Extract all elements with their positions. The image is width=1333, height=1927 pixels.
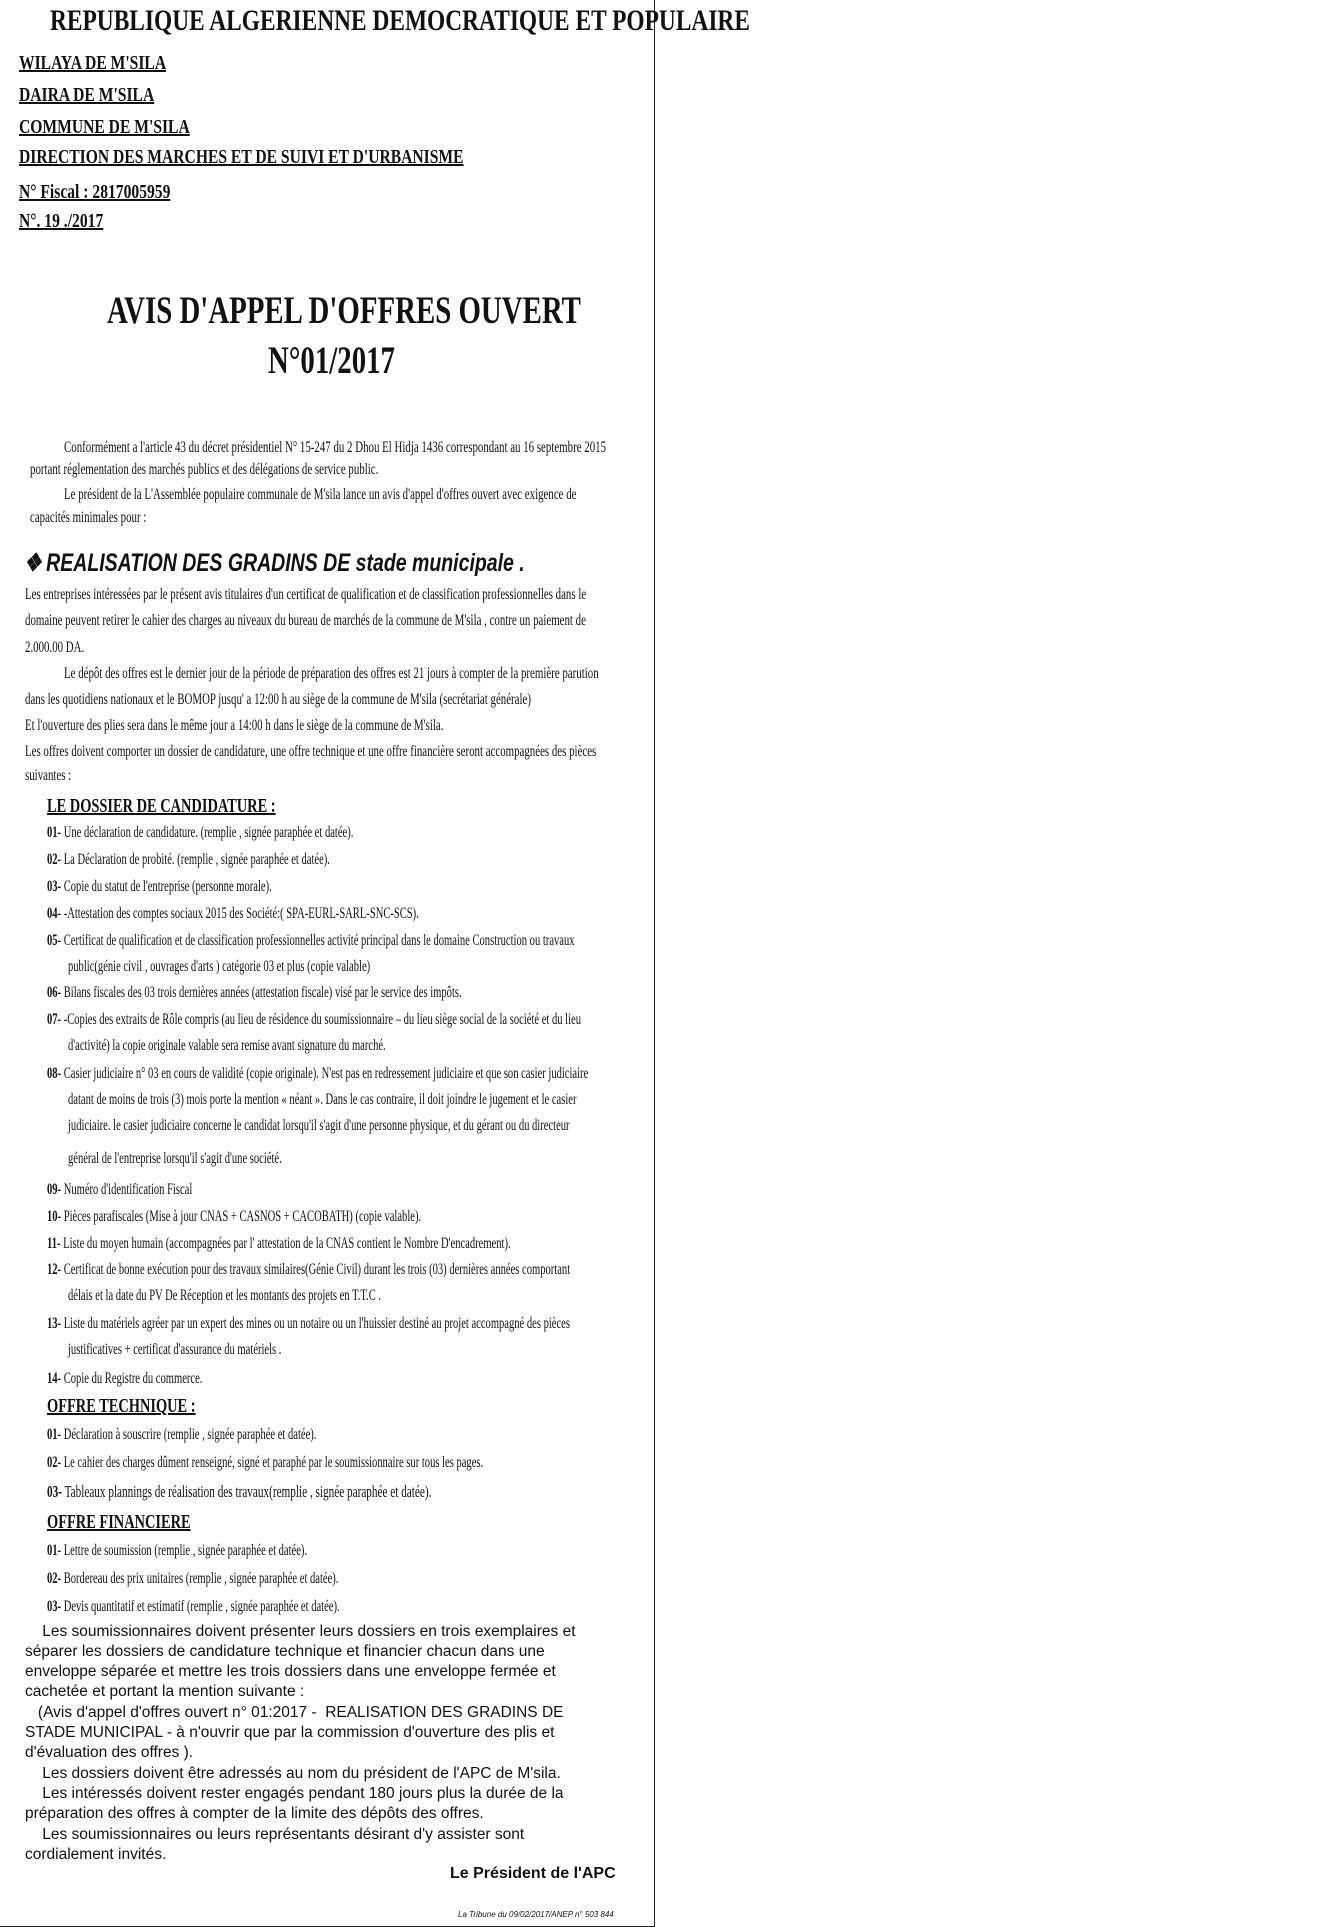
intro-line: Conformément a l'article 43 du décret présidentiel N° 15-247 du 2 Dhou El Hidja 1436 correspondant au 16 septembre 2015 (64, 439, 607, 456)
body-line: Le dépôt des offres est le dernier jour de la période de préparation des offres est 21 jours à compter de la première parution (64, 665, 599, 682)
closing-line: (Avis d'appel d'offres ouvert n° 01:2017 - REALISATION DES GRADINS DE (25, 1704, 564, 1721)
closing-line: cordialement invités. (25, 1846, 167, 1863)
notice-number: N°01/2017 (268, 339, 395, 382)
financiere-item: 01- Lettre de soumission (remplie , signée paraphée et datée). (47, 1542, 308, 1559)
intro-line: portant réglementation des marchés publics et des délégations de service public. (30, 461, 379, 478)
closing-line: préparation des offres à compter de la limite des dépôts des offres. (25, 1805, 484, 1822)
candidature-item-continued: datant de moins de trois (3) mois porte la mention « néant ». Dans le cas contraire, il doit joindre le jugement et le casier (68, 1091, 577, 1108)
financiere-heading: OFFRE FINANCIERE (47, 1511, 191, 1533)
candidature-item: 11- Liste du moyen humain (accompagnées par l' attestation de la CNAS contient le Nombre D'encadrement). (47, 1235, 511, 1252)
publication-footer: La Tribune du 09/02/2017/ANEP n° 503 844 (458, 1910, 614, 1919)
candidature-item: 04- -Attestation des comptes sociaux 2015 des Société:( SPA-EURL-SARL-SNC-SCS). (47, 905, 419, 922)
project-title (24, 548, 525, 578)
financiere-item: 02- Bordereau des prix unitaires (remplie , signée paraphée et datée). (47, 1570, 339, 1587)
header-line-commune: COMMUNE DE M'SILA (19, 116, 190, 138)
diamond-bullet-icon: ❖ (24, 549, 42, 577)
body-line: Les entreprises intéressées par le présent avis titulaires d'un certificat de qualification et de classification professionnelles dans le (25, 586, 587, 603)
header-line-daira: DAIRA DE M'SILA (19, 84, 155, 106)
technique-item: 01- Déclaration à souscrire (remplie , signée paraphée et datée). (47, 1426, 317, 1443)
body-line: Les offres doivent comporter un dossier de candidature, une offre technique et une offre financière seront accompagnées des pièces (25, 743, 597, 760)
candidature-item: 13- Liste du matériels agréer par un expert des mines ou un notaire ou un l'huissier destiné au projet accompagné des pièces (47, 1315, 570, 1332)
header-line-fiscal: N° Fiscal : 2817005959 (19, 181, 171, 203)
candidature-item-continued: justificatives + certificat d'assurance du matériels . (68, 1341, 282, 1358)
closing-line: séparer les dossiers de candidature technique et financier chacun dans une (25, 1643, 545, 1660)
candidature-item: 10- Pièces parafiscales (Mise à jour CNAS + CASNOS + CACOBATH) (copie valable). (47, 1208, 422, 1225)
candidature-item: 12- Certificat de bonne exécution pour des travaux similaires(Génie Civil) durant les trois (03) dernières années comportant (47, 1261, 571, 1278)
candidature-item-continued: judiciaire. le casier judiciaire concerne le candidat lorsqu'il s'agit d'une personne physique, et du gérant ou du directeur (68, 1117, 570, 1134)
candidature-item-continued: public(génie civil , ouvrages d'arts ) catégorie 03 et plus (copie valable) (68, 958, 371, 975)
body-line: 2.000.00 DA. (25, 639, 85, 656)
closing-line: Les dossiers doivent être adressés au nom du président de l'APC de M'sila. (25, 1765, 561, 1782)
intro-line: capacités minimales pour : (30, 509, 147, 526)
candidature-heading: LE DOSSIER DE CANDIDATURE : (47, 795, 276, 817)
closing-line: STADE MUNICIPAL - à n'ouvrir que par la commission d'ouverture des plis et (25, 1724, 555, 1741)
project-title-text: REALISATION DES GRADINS DE stade municipale . (46, 549, 525, 577)
technique-heading: OFFRE TECHNIQUE : (47, 1395, 196, 1417)
notice-title: AVIS D'APPEL D'OFFRES OUVERT (107, 289, 581, 332)
candidature-item-continued: général de l'entreprise lorsqu'il s'agit d'une société. (68, 1150, 282, 1167)
header-line-direction: DIRECTION DES MARCHES ET DE SUIVI ET D'URBANISME (19, 146, 464, 168)
closing-line: Les soumissionnaires ou leurs représentants désirant d'y assister sont (25, 1826, 525, 1843)
candidature-item: 06- Bilans fiscales des 03 trois dernières années (attestation fiscale) visé par le service des impôts. (47, 984, 462, 1001)
header-line-wilaya: WILAYA DE M'SILA (19, 52, 167, 74)
closing-line: Les soumissionnaires doivent présenter leurs dossiers en trois exemplaires et (25, 1623, 576, 1640)
header-line-number: N°. 19 ./2017 (19, 210, 104, 232)
technique-item: 02- Le cahier des charges dûment renseigné, signé et paraphé par le soumissionnaire sur tous les pages. (47, 1454, 484, 1471)
body-line: dans les quotidiens nationaux et le BOMOP jusqu' a 12:00 h au siège de la commune de M'sila (secrétariat générale) (25, 691, 531, 708)
candidature-item-continued: délais et la date du PV De Réception et les montants des projets en T.T.C . (68, 1287, 382, 1304)
candidature-item: 05- Certificat de qualification et de classification professionnelles activité principal dans le domaine Construction ou travaux (47, 932, 575, 949)
candidature-item: 03- Copie du statut de l'entreprise (personne morale). (47, 878, 272, 895)
closing-line: cachetée et portant la mention suivante : (25, 1683, 305, 1700)
closing-line: d'évaluation des offres ). (25, 1744, 194, 1761)
candidature-item: 02- La Déclaration de probité. (remplie , signée paraphée et datée). (47, 851, 330, 868)
candidature-item: 01- Une déclaration de candidature. (remplie , signée paraphée et datée). (47, 824, 354, 841)
body-line: domaine peuvent retirer le cahier des charges au niveaux du bureau de marchés de la commune de M'sila , contre un paiement de (25, 612, 586, 629)
technique-item: 03- Tableaux plannings de réalisation des travaux(remplie , signée paraphée et datée). (47, 1482, 432, 1501)
candidature-item: 08- Casier judiciaire n° 03 en cours de validité (copie originale). N'est pas en redressement judiciaire et que son casier judiciaire (47, 1065, 589, 1082)
candidature-item: 14- Copie du Registre du commerce. (47, 1370, 203, 1387)
republic-heading: REPUBLIQUE ALGERIENNE DEMOCRATIQUE ET POPULAIRE (50, 4, 750, 37)
closing-line: Les intéressés doivent rester engagés pendant 180 jours plus la durée de la (25, 1785, 564, 1802)
candidature-item-continued: d'activité) la copie originale valable sera remise avant signature du marché. (68, 1037, 386, 1054)
closing-line: enveloppe séparée et mettre les trois dossiers dans une enveloppe fermée et (25, 1663, 556, 1680)
candidature-item: 07- -Copies des extraits de Rôle compris (au lieu de résidence du soumissionnaire – du lieu siège social de la société et du lieu (47, 1011, 582, 1028)
body-line: Et l'ouverture des plies sera dans le même jour a 14:00 h dans le siège de la commune de M'sila. (25, 717, 444, 734)
signature: Le Président de l'APC (450, 1865, 616, 1882)
candidature-item: 09- Numéro d'identification Fiscal (47, 1181, 193, 1198)
intro-line: Le président de la L'Assemblée populaire communale de M'sila lance un avis d'appel d'offres ouvert avec exigence de (64, 486, 577, 503)
financiere-item: 03- Devis quantitatif et estimatif (remplie , signée paraphée et datée). (47, 1598, 340, 1615)
body-line: suivantes : (25, 767, 72, 784)
